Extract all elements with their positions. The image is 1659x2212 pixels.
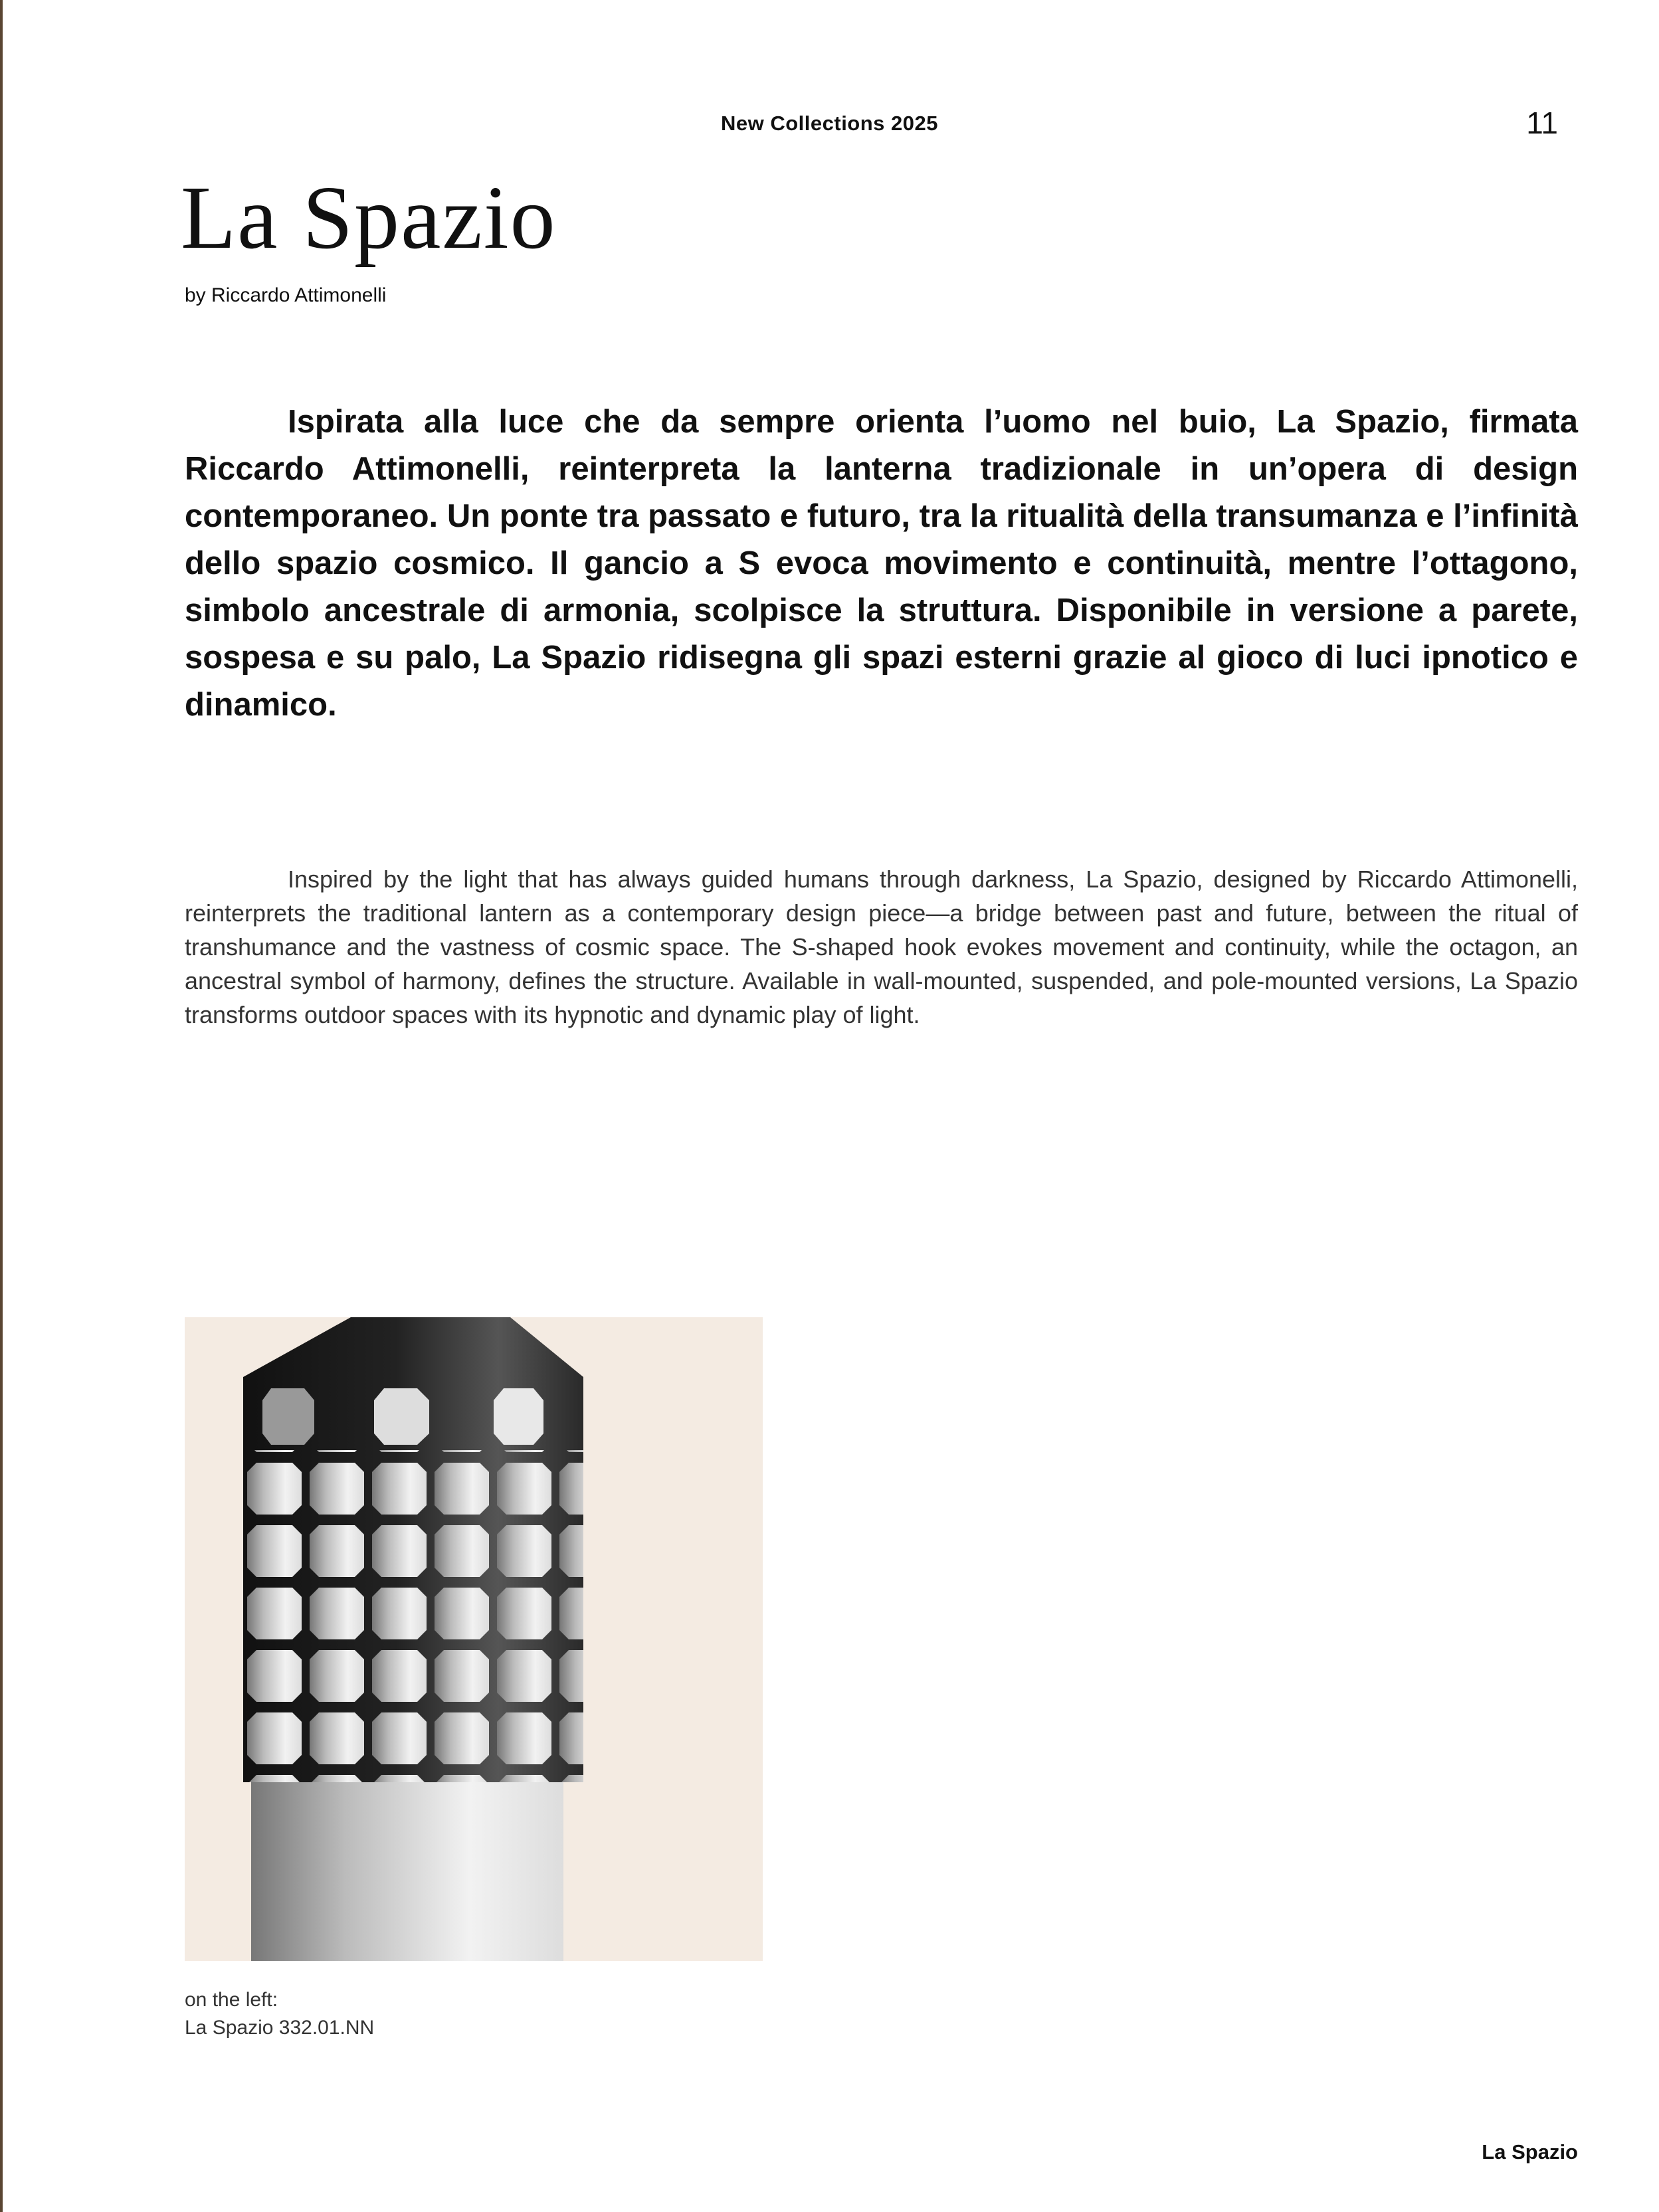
product-photo bbox=[185, 1317, 763, 1961]
running-footer: La Spazio bbox=[1482, 2140, 1578, 2164]
byline: by Riccardo Attimonelli bbox=[185, 284, 387, 306]
page-number: 11 bbox=[1526, 106, 1558, 140]
page-edge bbox=[0, 0, 3, 2212]
caption-line-2: La Spazio 332.01.NN bbox=[185, 2017, 375, 2039]
running-header: New Collections 2025 bbox=[720, 112, 938, 135]
intro-italian: Ispirata alla luce che da sempre orienta l’uomo nel buio, La Spazio, firmata Riccardo Attimonelli, reinterpreta la lanterna tradizionale in un’opera di design contemporaneo. Un ponte tra passato e futuro, tra la ritualità della transumanza e l’infinità dello spazio cosmico. Il gancio a S evoca movimento e continuità, mentre l’ottagono, simbolo ancestrale di armonia, scolpisce la struttura. Disponibile in versione a parete, sospesa e su palo, La Spazio ridisegna gli spazi esterni grazie al gioco di luci ipnotico e dinamico. bbox=[185, 404, 1578, 723]
caption-line-1: on the left: bbox=[185, 1989, 278, 2011]
intro-english: Inspired by the light that has always guided humans through darkness, La Spazio, designed by Riccardo Attimonelli, reinterprets the traditional lantern as a contemporary design piece—a bridge between past and future, between the ritual of transhumance and the vastness of cosmic space. The S-shaped hook evokes movement and continuity, while the octagon, an ancestral symbol of harmony, defines the structure. Available in wall-mounted, suspended, and pole-mounted versions, La Spazio transforms outdoor spaces with its hypnotic and dynamic play of light. bbox=[185, 866, 1578, 1028]
page-title: La Spazio bbox=[181, 168, 557, 268]
photo-caption bbox=[185, 1986, 374, 2042]
